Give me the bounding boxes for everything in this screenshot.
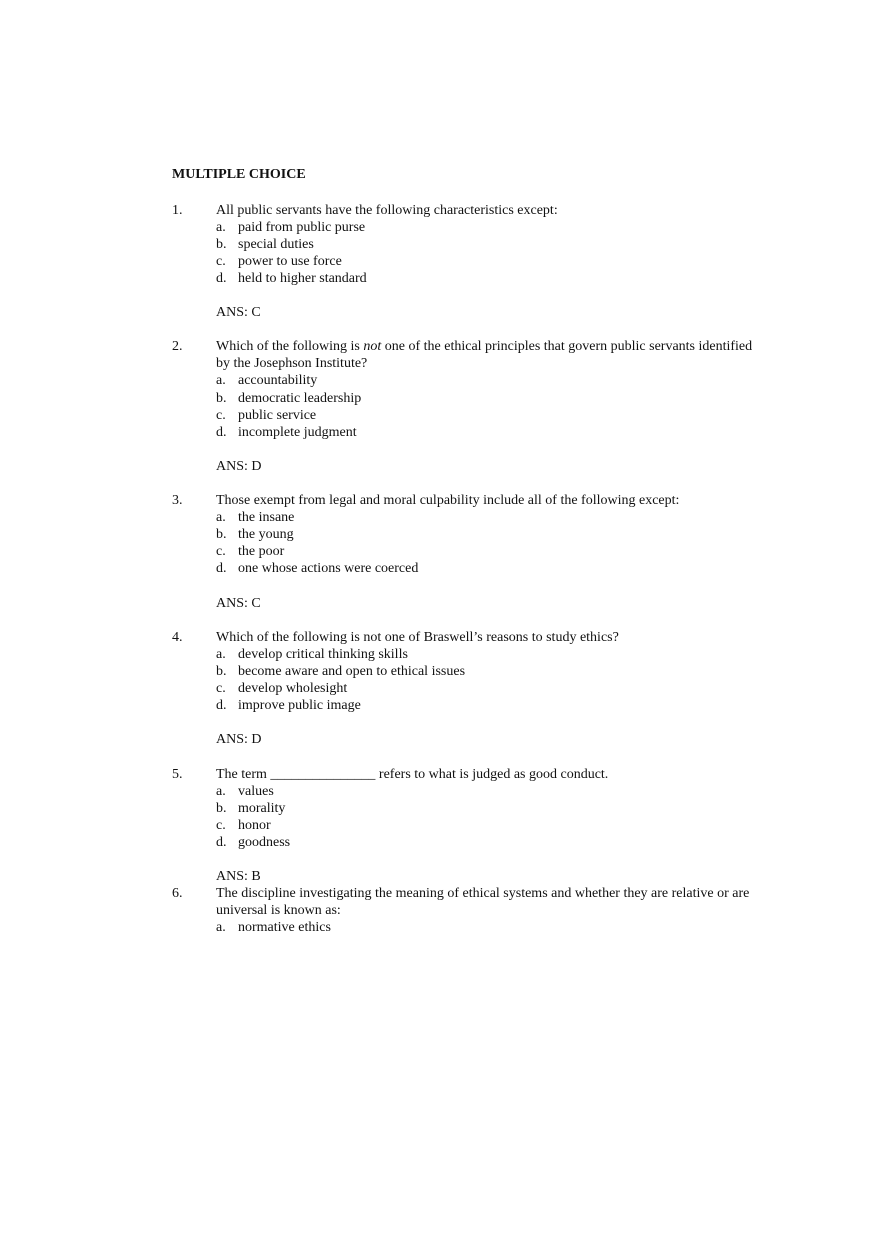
question-2 — [172, 338, 772, 492]
answer-option — [216, 560, 761, 577]
answer-option — [216, 680, 761, 697]
answer-option — [216, 646, 761, 663]
question-body — [216, 766, 761, 886]
question-4 — [172, 629, 772, 766]
answer-key: ANS: D — [216, 732, 262, 748]
option-text: paid from public purse — [238, 219, 366, 235]
option-letter: c. — [216, 817, 226, 833]
option-text: develop critical thinking skills — [238, 646, 408, 662]
question-list — [172, 202, 772, 937]
answer-option — [216, 663, 761, 680]
option-letter: a. — [216, 510, 226, 526]
option-letter: d. — [216, 834, 227, 850]
question-3 — [172, 492, 772, 629]
option-text: become aware and open to ethical issues — [238, 664, 466, 680]
option-text: the poor — [238, 544, 285, 560]
option-letter: a. — [216, 373, 226, 389]
question-number: 3. — [172, 493, 183, 509]
answer-option — [216, 800, 761, 817]
answer-key: ANS: C — [216, 305, 261, 321]
option-text: honor — [238, 817, 271, 833]
answer-option — [216, 543, 761, 560]
stem-text: All public servants have the following characteristics except: — [216, 202, 558, 218]
answer-option — [216, 919, 761, 936]
option-text: develop wholesight — [238, 681, 348, 697]
option-letter: d. — [216, 561, 227, 577]
stem-text: Which of the following is — [216, 339, 364, 355]
option-letter: a. — [216, 920, 226, 936]
option-text: the young — [238, 527, 294, 543]
option-text: power to use force — [238, 253, 342, 269]
answer-option — [216, 390, 761, 407]
option-letter: d. — [216, 698, 227, 714]
question-6 — [172, 885, 772, 936]
option-text: normative ethics — [238, 920, 331, 936]
option-letter: c. — [216, 544, 226, 560]
answer-option — [216, 834, 761, 851]
answer-option — [216, 407, 761, 424]
answer-option — [216, 270, 761, 287]
answer-option — [216, 424, 761, 441]
answer-option — [216, 697, 761, 714]
answer-option — [216, 219, 761, 236]
option-text: values — [238, 783, 274, 799]
answer-option — [216, 526, 761, 543]
option-letter: b. — [216, 664, 227, 680]
option-letter: c. — [216, 681, 226, 697]
question-number: 4. — [172, 629, 183, 645]
question-stem — [216, 202, 761, 219]
answer-key: ANS: C — [216, 595, 261, 611]
option-text: incomplete judgment — [238, 424, 357, 440]
option-letter: b. — [216, 390, 227, 406]
answer-option — [216, 817, 761, 834]
option-text: morality — [238, 800, 286, 816]
option-text: the insane — [238, 510, 295, 526]
option-letter: c. — [216, 407, 226, 423]
question-stem — [216, 338, 761, 372]
question-body — [216, 202, 761, 339]
option-text: goodness — [238, 834, 291, 850]
emphasis-text: not — [363, 339, 382, 355]
option-letter: b. — [216, 236, 227, 252]
answer-option — [216, 372, 761, 389]
question-number: 2. — [172, 339, 183, 355]
option-text: special duties — [238, 236, 314, 252]
question-body — [216, 629, 761, 766]
question-stem — [216, 766, 761, 783]
option-letter: d. — [216, 424, 227, 440]
question-5 — [172, 766, 772, 886]
question-number: 5. — [172, 766, 183, 782]
section-heading: MULTIPLE CHOICE — [172, 167, 306, 182]
question-stem — [216, 629, 761, 646]
question-body — [216, 885, 761, 936]
stem-text: one of the ethical principles that govern public servants identified by the Josephson Institute? — [216, 339, 753, 372]
option-text: democratic leadership — [238, 390, 362, 406]
answer-option — [216, 253, 761, 270]
option-letter: a. — [216, 646, 226, 662]
option-letter: b. — [216, 800, 227, 816]
question-stem — [216, 885, 761, 919]
answer-option — [216, 236, 761, 253]
stem-text: The discipline investigating the meaning of ethical systems and whether they are relative or are universal is known as: — [216, 886, 750, 919]
answer-option — [216, 509, 761, 526]
stem-text: Those exempt from legal and moral culpability include all of the following except: — [216, 493, 680, 509]
option-letter: b. — [216, 527, 227, 543]
question-stem — [216, 492, 761, 509]
option-text: public service — [238, 407, 317, 423]
question-number: 6. — [172, 886, 183, 902]
question-body — [216, 492, 761, 629]
option-text: accountability — [238, 373, 318, 389]
option-letter: c. — [216, 253, 226, 269]
answer-key: ANS: B — [216, 869, 261, 885]
stem-text: The term _______________ refers to what is judged as good conduct. — [216, 766, 609, 782]
question-1 — [172, 202, 772, 339]
answer-key: ANS: D — [216, 458, 262, 474]
answer-option — [216, 783, 761, 800]
stem-text: Which of the following is not one of Braswell’s reasons to study ethics? — [216, 629, 619, 645]
option-letter: a. — [216, 783, 226, 799]
question-body — [216, 338, 761, 492]
option-letter: a. — [216, 219, 226, 235]
option-text: one whose actions were coerced — [238, 561, 419, 577]
option-text: improve public image — [238, 698, 361, 714]
option-letter: d. — [216, 270, 227, 286]
option-text: held to higher standard — [238, 270, 367, 286]
question-number: 1. — [172, 202, 183, 218]
